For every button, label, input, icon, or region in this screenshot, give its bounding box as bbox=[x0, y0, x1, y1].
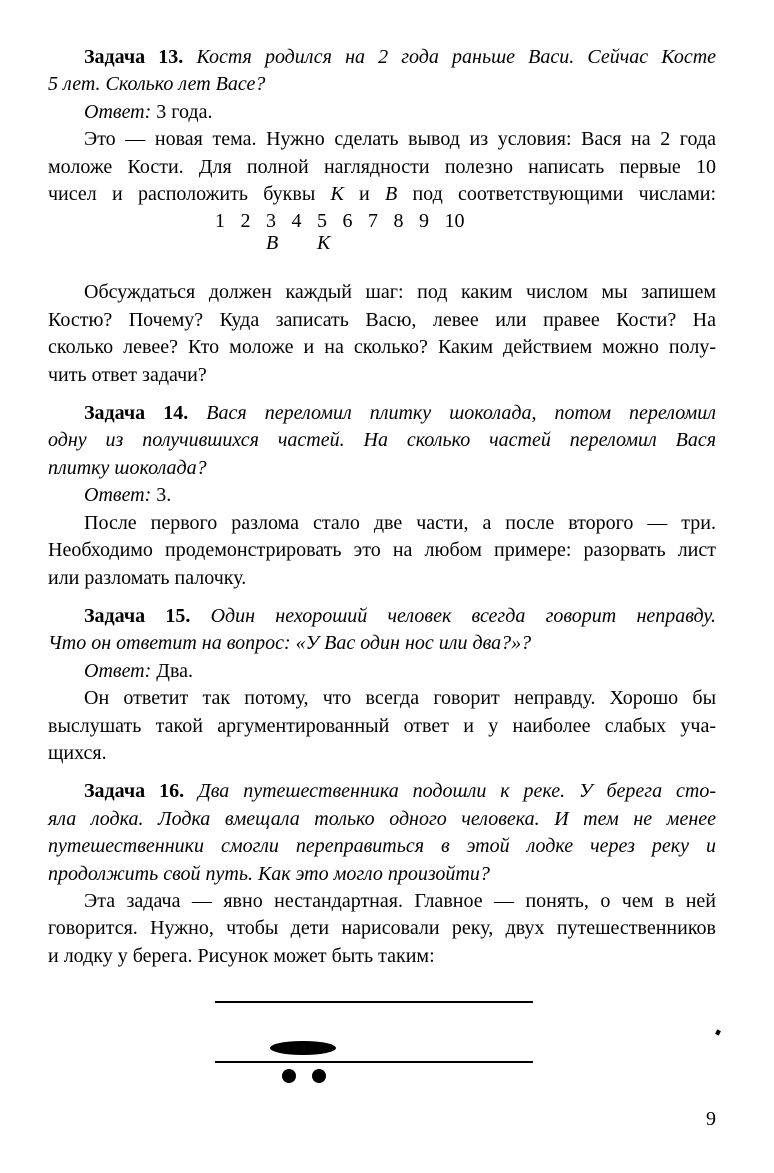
answer-label: Ответ: bbox=[84, 484, 152, 507]
page-number: 9 bbox=[706, 1108, 716, 1131]
traveler-dot-2 bbox=[312, 1069, 326, 1083]
boat-ellipse bbox=[270, 1041, 336, 1055]
discussion-text: и bbox=[343, 183, 385, 206]
problem-14-statement-line: одну из получившихся частей. На сколько частей переломил Вася bbox=[48, 429, 716, 452]
river-bank-top-line bbox=[215, 1001, 533, 1003]
discussion-line: Эта задача — явно нестандартная. Главное — понять, о чем в ней bbox=[84, 889, 716, 912]
number-line-figure bbox=[48, 210, 716, 254]
empty-cell bbox=[241, 232, 267, 254]
discussion-line: выслушать такой аргументированный ответ и у наиболее слабых уча- bbox=[48, 714, 716, 737]
answer-value: 3. bbox=[156, 484, 172, 507]
number-row bbox=[215, 210, 716, 232]
discussion-line: Костю? Почему? Куда записать Васю, левее или правее Кости? На bbox=[48, 308, 716, 331]
number-4: 4 bbox=[291, 210, 302, 233]
discussion-line: После первого разлома стало две части, а после второго — три. bbox=[84, 511, 716, 534]
number-8: 8 bbox=[393, 210, 404, 233]
number-5: 5 bbox=[317, 210, 327, 233]
problem-16 bbox=[48, 778, 716, 970]
problem-14-statement-line: плитку шоколада? bbox=[48, 456, 207, 479]
traveler-dot-1 bbox=[282, 1069, 296, 1083]
discussion-line: Он ответит так потому, что всегда говорит неправду. Хорошо бы bbox=[84, 687, 716, 710]
ink-speck bbox=[715, 1030, 721, 1036]
empty-cell bbox=[292, 232, 318, 254]
discussion-line: щихся. bbox=[48, 741, 107, 764]
problem-15-label: Задача 15. bbox=[84, 604, 191, 627]
discussion-line: Обсуждаться должен каждый шаг: под каким числом мы запишем bbox=[84, 281, 716, 304]
discussion-line: чить ответ задачи? bbox=[48, 363, 207, 386]
discussion-text: под соответствующими числами: bbox=[397, 183, 717, 206]
problem-14-answer-line bbox=[48, 482, 716, 509]
number-10: 10 bbox=[444, 210, 465, 233]
problem-13-label: Задача 13. bbox=[84, 46, 184, 68]
problem-13-heading-line bbox=[48, 44, 716, 71]
discussion-line: Необходимо продемонстрировать это на любом примере: разорвать лист bbox=[48, 539, 716, 562]
letter-v-under-3: В bbox=[266, 232, 279, 255]
number-9: 9 bbox=[419, 210, 429, 233]
answer-value: Два. bbox=[156, 659, 193, 682]
problem-13-statement-line: 5 лет. Сколько лет Васе? bbox=[48, 73, 266, 96]
answer-label: Ответ: bbox=[84, 659, 152, 682]
problem-16-statement-line: продолжить свой путь. Как это могло произойти? bbox=[48, 862, 490, 885]
problem-13-answer-line bbox=[48, 99, 716, 126]
discussion-line: говорится. Нужно, чтобы дети нарисовали реку, двух путешественников bbox=[48, 917, 716, 940]
problem-16-statement-line: Два путешественника подошли к реке. У берега сто- bbox=[198, 780, 717, 803]
problem-14-label: Задача 14. bbox=[84, 402, 189, 425]
river-bank-bottom-line bbox=[215, 1061, 533, 1063]
number-6: 6 bbox=[342, 210, 353, 233]
problem-14 bbox=[48, 400, 716, 592]
answer-label: Ответ: bbox=[84, 100, 152, 123]
discussion-line bbox=[48, 181, 716, 208]
problem-16-statement-line: яла лодка. Лодка вмещала только одного человека. И тем не менее bbox=[48, 807, 716, 830]
letter-v: В bbox=[385, 183, 398, 206]
discussion-text: чисел и расположить буквы bbox=[48, 183, 331, 206]
number-7: 7 bbox=[368, 210, 378, 233]
river-boat-figure bbox=[48, 994, 716, 1094]
number-2: 2 bbox=[240, 210, 251, 233]
problem-16-statement-line: путешественники смогли переправиться в этой лодке через реку и bbox=[48, 835, 716, 858]
discussion-line: сколько левее? Кто моложе и на сколько? Каким действием можно полу- bbox=[48, 336, 716, 359]
problem-15 bbox=[48, 603, 716, 767]
number-3: 3 bbox=[266, 210, 276, 233]
empty-cell bbox=[215, 232, 241, 254]
problem-16-heading-line bbox=[48, 778, 716, 805]
problem-13 bbox=[48, 44, 716, 208]
discussion-line: или разломать палочку. bbox=[48, 566, 247, 589]
answer-value: 3 года. bbox=[156, 100, 213, 123]
number-1: 1 bbox=[215, 210, 225, 233]
discussion-line: Это — новая тема. Нужно сделать вывод из условия: Вася на 2 года bbox=[84, 128, 716, 151]
letter-k-under-5: К bbox=[317, 232, 331, 255]
discussion-line: и лодку у берега. Рисунок может быть таким: bbox=[48, 944, 435, 967]
problem-13-discussion-2 bbox=[48, 279, 716, 389]
problem-16-label: Задача 16. bbox=[84, 780, 185, 803]
problem-15-statement-line: Что он ответит на вопрос: «У Вас один нос или два?»? bbox=[48, 632, 532, 655]
problem-14-heading-line bbox=[48, 400, 716, 427]
problem-15-heading-line bbox=[48, 603, 716, 630]
problem-14-statement-line: Вася переломил плитку шоколада, потом переломил bbox=[206, 402, 716, 425]
problem-13-statement-line: Костя родился на 2 года раньше Васи. Сейчас Косте bbox=[196, 46, 717, 68]
problem-15-statement-line: Один нехороший человек всегда говорит неправду. bbox=[210, 604, 717, 627]
problem-15-answer-line bbox=[48, 658, 716, 685]
letter-row bbox=[215, 232, 716, 254]
discussion-line: моложе Кости. Для полной наглядности полезно написать первые 10 bbox=[48, 155, 716, 178]
letter-k: К bbox=[330, 183, 344, 206]
